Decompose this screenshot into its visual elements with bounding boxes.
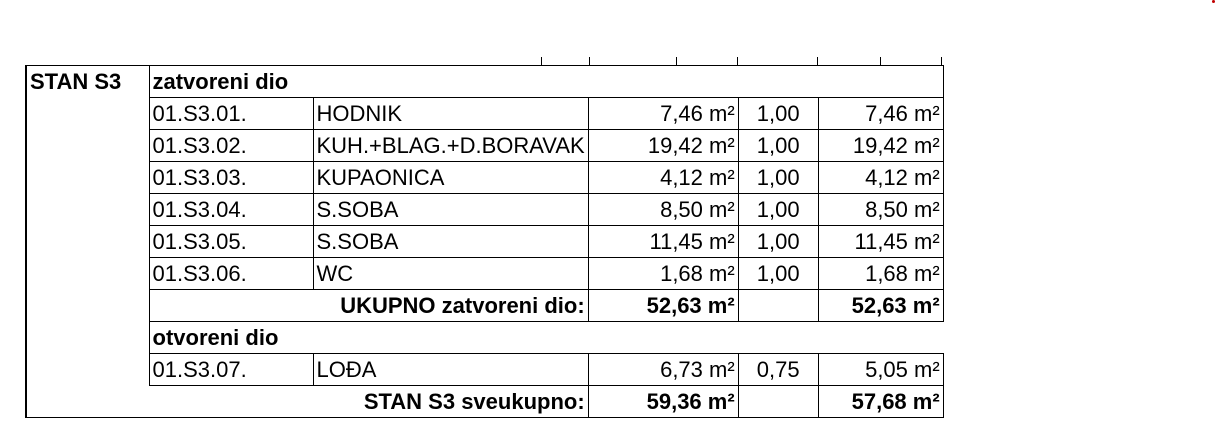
section-title-closed: zatvoreni dio	[149, 66, 943, 98]
room-area: 1,68 m²	[588, 258, 738, 290]
room-code: 01.S3.04.	[149, 194, 313, 226]
section-header-row	[26, 322, 943, 354]
table-row	[26, 130, 943, 162]
table-row	[26, 162, 943, 194]
table-row	[26, 226, 943, 258]
subtotal-net-area: 52,63 m²	[818, 290, 943, 322]
grand-total-label: STAN S3 sveukupno:	[149, 386, 588, 418]
room-coefficient: 0,75	[738, 354, 818, 386]
room-name: KUPAONICA	[313, 162, 588, 194]
unit-label: STAN S3	[26, 66, 149, 98]
room-area: 8,50 m²	[588, 194, 738, 226]
room-code: 01.S3.01.	[149, 98, 313, 130]
grand-total-row	[26, 386, 943, 418]
room-coefficient: 1,00	[738, 258, 818, 290]
grand-total-area: 59,36 m²	[588, 386, 738, 418]
room-area: 4,12 m²	[588, 162, 738, 194]
table-row	[26, 194, 943, 226]
room-net-area: 5,05 m²	[818, 354, 943, 386]
room-area: 6,73 m²	[588, 354, 738, 386]
room-net-area: 1,68 m²	[818, 258, 943, 290]
room-code: 01.S3.05.	[149, 226, 313, 258]
red-dot-mark	[1212, 0, 1215, 3]
subtotal-row	[26, 290, 943, 322]
room-coefficient: 1,00	[738, 98, 818, 130]
room-net-area: 7,46 m²	[818, 98, 943, 130]
room-net-area: 11,45 m²	[818, 226, 943, 258]
table-row	[26, 354, 943, 386]
room-name: WC	[313, 258, 588, 290]
table-row	[26, 258, 943, 290]
room-net-area: 4,12 m²	[818, 162, 943, 194]
room-area: 11,45 m²	[588, 226, 738, 258]
room-coefficient: 1,00	[738, 130, 818, 162]
subtotal-label: UKUPNO zatvoreni dio:	[149, 290, 588, 322]
room-code: 01.S3.03.	[149, 162, 313, 194]
room-name: S.SOBA	[313, 194, 588, 226]
room-name: KUH.+BLAG.+D.BORAVAK	[313, 130, 588, 162]
room-coefficient: 1,00	[738, 162, 818, 194]
room-coefficient: 1,00	[738, 226, 818, 258]
room-code: 01.S3.02.	[149, 130, 313, 162]
room-area: 7,46 m²	[588, 98, 738, 130]
subtotal-area: 52,63 m²	[588, 290, 738, 322]
room-name: LOĐA	[313, 354, 588, 386]
room-coefficient: 1,00	[738, 194, 818, 226]
room-area: 19,42 m²	[588, 130, 738, 162]
section-title-open: otvoreni dio	[149, 322, 943, 354]
room-net-area: 8,50 m²	[818, 194, 943, 226]
grand-total-net-area: 57,68 m²	[818, 386, 943, 418]
room-code: 01.S3.06.	[149, 258, 313, 290]
room-name: S.SOBA	[313, 226, 588, 258]
room-code: 01.S3.07.	[149, 354, 313, 386]
room-name: HODNIK	[313, 98, 588, 130]
area-table	[25, 65, 944, 418]
room-net-area: 19,42 m²	[818, 130, 943, 162]
section-header-row	[26, 66, 943, 98]
table-row	[26, 98, 943, 130]
